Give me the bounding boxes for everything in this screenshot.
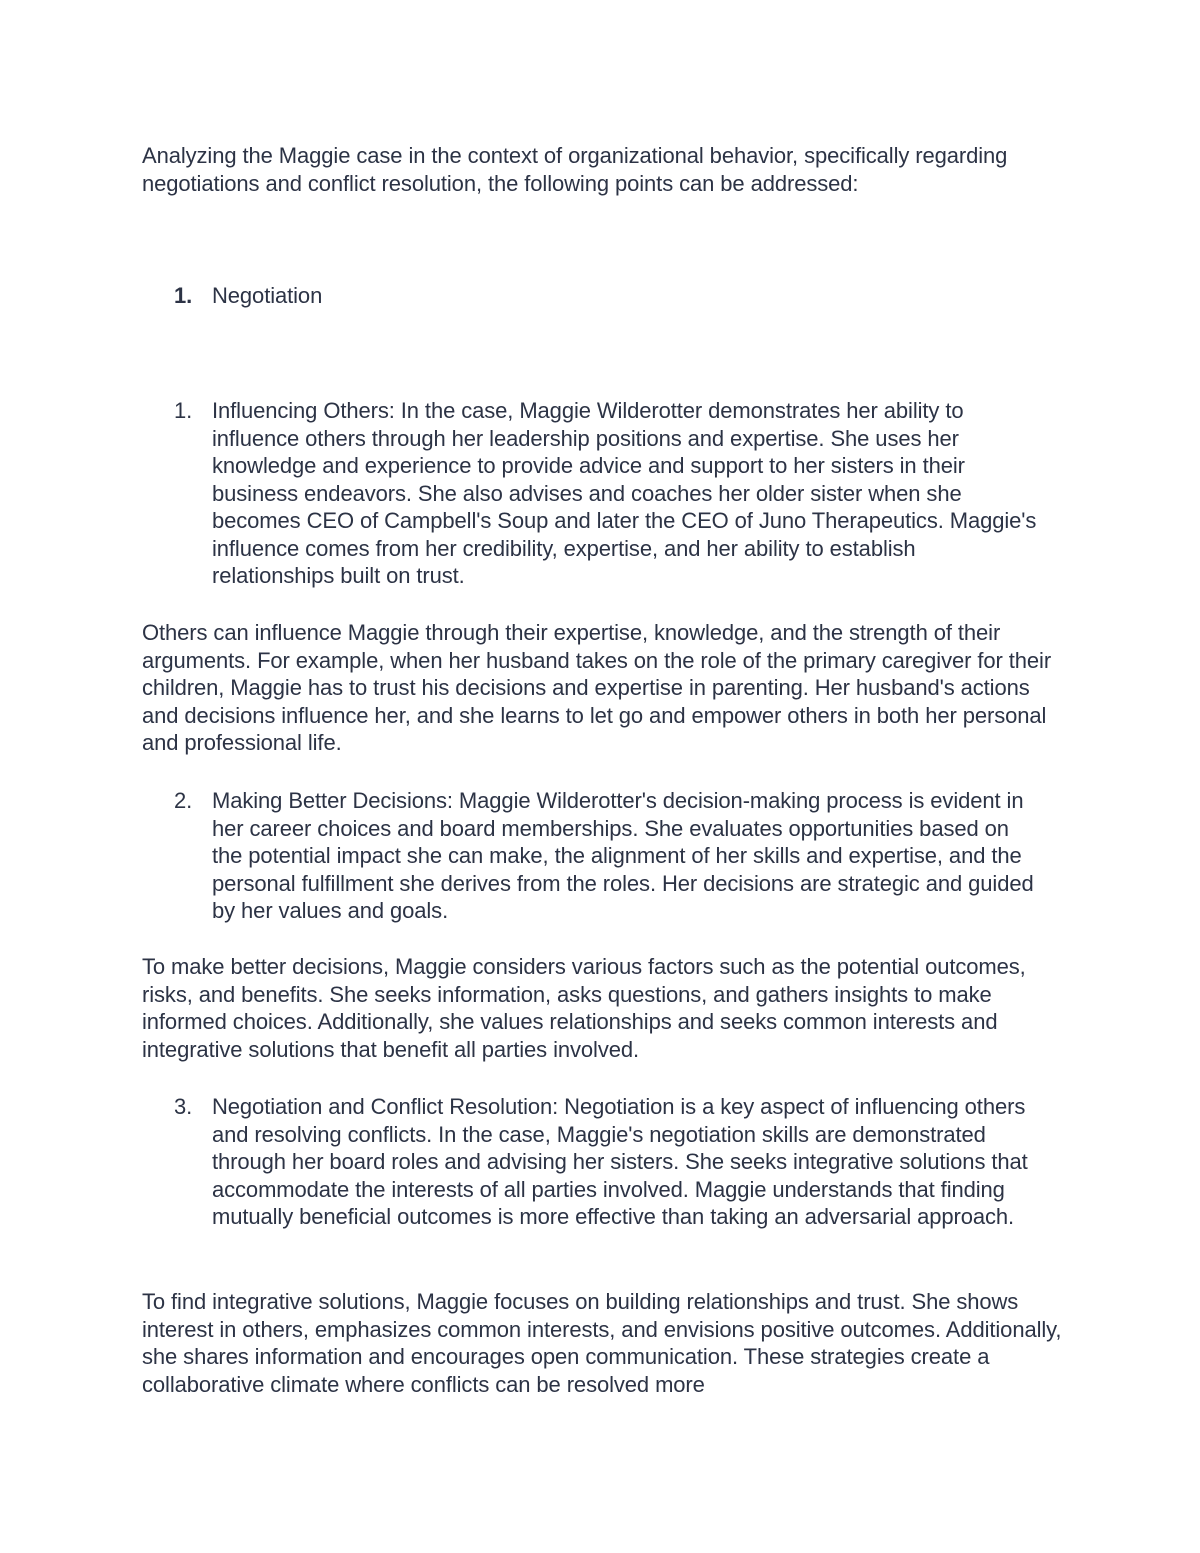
list-item-text: Negotiation and Conflict Resolution: Negotiation is a key aspect of influencing others and resolving conflicts. In the case, Maggie's negotiation skills are demonstrated through her board roles and advising her sisters. She seeks integrative solutions that accommodate the interests of all parties involved. Maggie understands that finding mutually beneficial outcomes is more effective than taking an adversarial approach. xyxy=(212,1094,1028,1229)
list-item-negotiation-conflict-resolution xyxy=(142,1093,1082,1231)
heading-number: 1. xyxy=(174,283,193,308)
list-item-making-better-decisions xyxy=(142,787,1082,925)
list-item-influencing-others xyxy=(142,397,1082,590)
list-item-number: 2. xyxy=(174,788,193,813)
body-paragraph-2: To make better decisions, Maggie considers various factors such as the potential outcomes, risks, and benefits. She seeks information, asks questions, and gathers insights to make informed choices. Additionally, she values relationships and seeks common interests and integrative solutions that benefit all parties involved. xyxy=(142,954,1026,1062)
body-paragraph-1: Others can influence Maggie through their expertise, knowledge, and the strength of their arguments. For example, when her husband takes on the role of the primary caregiver for their children, Maggie has to trust his decisions and expertise in parenting. Her husband's actions and decisions influence her, and she learns to let go and empower others in both her personal and professional life. xyxy=(142,620,1052,755)
heading-list-item xyxy=(142,282,1082,310)
list-item-text: Influencing Others: In the case, Maggie Wilderotter demonstrates her ability to influence others through her leadership positions and expertise. She uses her knowledge and experience to provide advice and support to her sisters in their business endeavors. She also advises and coaches her older sister when she becomes CEO of Campbell's Soup and later the CEO of Juno Therapeutics. Maggie's influence comes from her credibility, expertise, and her ability to establish relationships built on trust. xyxy=(212,398,1037,588)
body-paragraph-3: To find integrative solutions, Maggie focuses on building relationships and trust. She shows interest in others, emphasizes common interests, and envisions positive outcomes. Additionally, she shares information and encourages open communication. These strategies create a collaborative climate where conflicts can be resolved more xyxy=(142,1289,1062,1397)
list-item-number: 3. xyxy=(174,1094,193,1119)
heading-label: Negotiation xyxy=(212,283,323,308)
intro-paragraph: Analyzing the Maggie case in the context of organizational behavior, specifically regarding negotiations and conflict resolution, the following points can be addressed: xyxy=(142,143,1008,196)
list-item-text: Making Better Decisions: Maggie Wilderotter's decision-making process is evident in her career choices and board memberships. She evaluates opportunities based on the potential impact she can make, the alignment of her skills and expertise, and the personal fulfillment she derives from the roles. Her decisions are strategic and guided by her values and goals. xyxy=(212,788,1034,923)
list-item-number: 1. xyxy=(174,398,193,423)
